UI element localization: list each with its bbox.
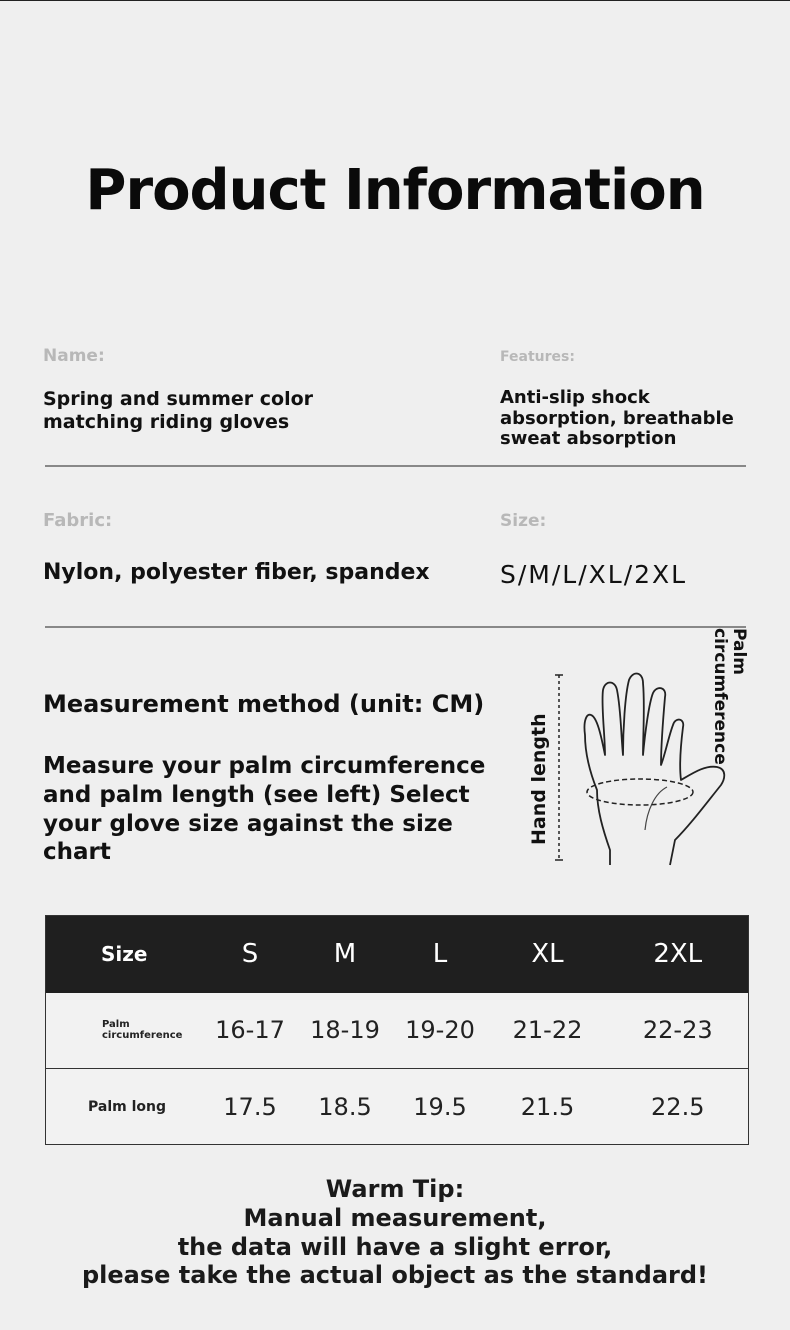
table-header-cell: S: [203, 916, 298, 993]
table-header-cell: Size: [46, 916, 203, 993]
table-header-cell: M: [298, 916, 393, 993]
name-value: Spring and summer color matching riding gloves: [43, 388, 314, 433]
table-cell: 19.5: [393, 1069, 488, 1145]
size-value: S/M/L/XL/2XL: [500, 560, 688, 589]
table-cell: 19-20: [393, 993, 488, 1069]
table-cell: 18.5: [298, 1069, 393, 1145]
table-cell: 21-22: [488, 993, 608, 1069]
palm-circumference-label: Palm circumference: [710, 628, 749, 765]
features-label: Features:: [500, 349, 575, 365]
divider-1: [45, 465, 746, 467]
table-cell: 18-19: [298, 993, 393, 1069]
table-header-cell: 2XL: [608, 916, 749, 993]
warm-tip-line: please take the actual object as the standard!: [82, 1261, 708, 1290]
hand-length-label: Hand length: [528, 713, 550, 845]
table-header-row: [46, 916, 749, 993]
table-cell: 21.5: [488, 1069, 608, 1145]
table-row-label: Palm long: [46, 1069, 203, 1145]
table-cell: 16-17: [203, 993, 298, 1069]
size-chart-table: [45, 915, 749, 1145]
table-header-cell: XL: [488, 916, 608, 993]
top-border: [0, 0, 790, 1]
size-label: Size:: [500, 511, 547, 531]
warm-tip-line: Manual measurement,: [243, 1203, 547, 1232]
table-row-label: Palm circumference: [46, 993, 203, 1069]
table-row: [46, 1069, 749, 1145]
warm-tip-title: Warm Tip:: [325, 1175, 465, 1203]
table-header-cell: L: [393, 916, 488, 993]
fabric-value: Nylon, polyester fiber, spandex: [43, 560, 430, 585]
table-cell: 22.5: [608, 1069, 749, 1145]
table-cell: 22-23: [608, 993, 749, 1069]
features-value: Anti-slip shock absorption, breathable sweat absorption: [500, 387, 734, 450]
table-row: [46, 993, 749, 1069]
measurement-description: Measure your palm circumference and palm length (see left) Select your glove size against the size chart: [43, 753, 486, 866]
measurement-heading: Measurement method (unit: CM): [43, 690, 485, 718]
name-label: Name:: [43, 346, 105, 366]
table-cell: 17.5: [203, 1069, 298, 1145]
warm-tip: [0, 1175, 790, 1290]
fabric-label: Fabric:: [43, 510, 113, 531]
page-title: Product Information: [85, 158, 705, 223]
warm-tip-line: the data will have a slight error,: [177, 1232, 613, 1261]
